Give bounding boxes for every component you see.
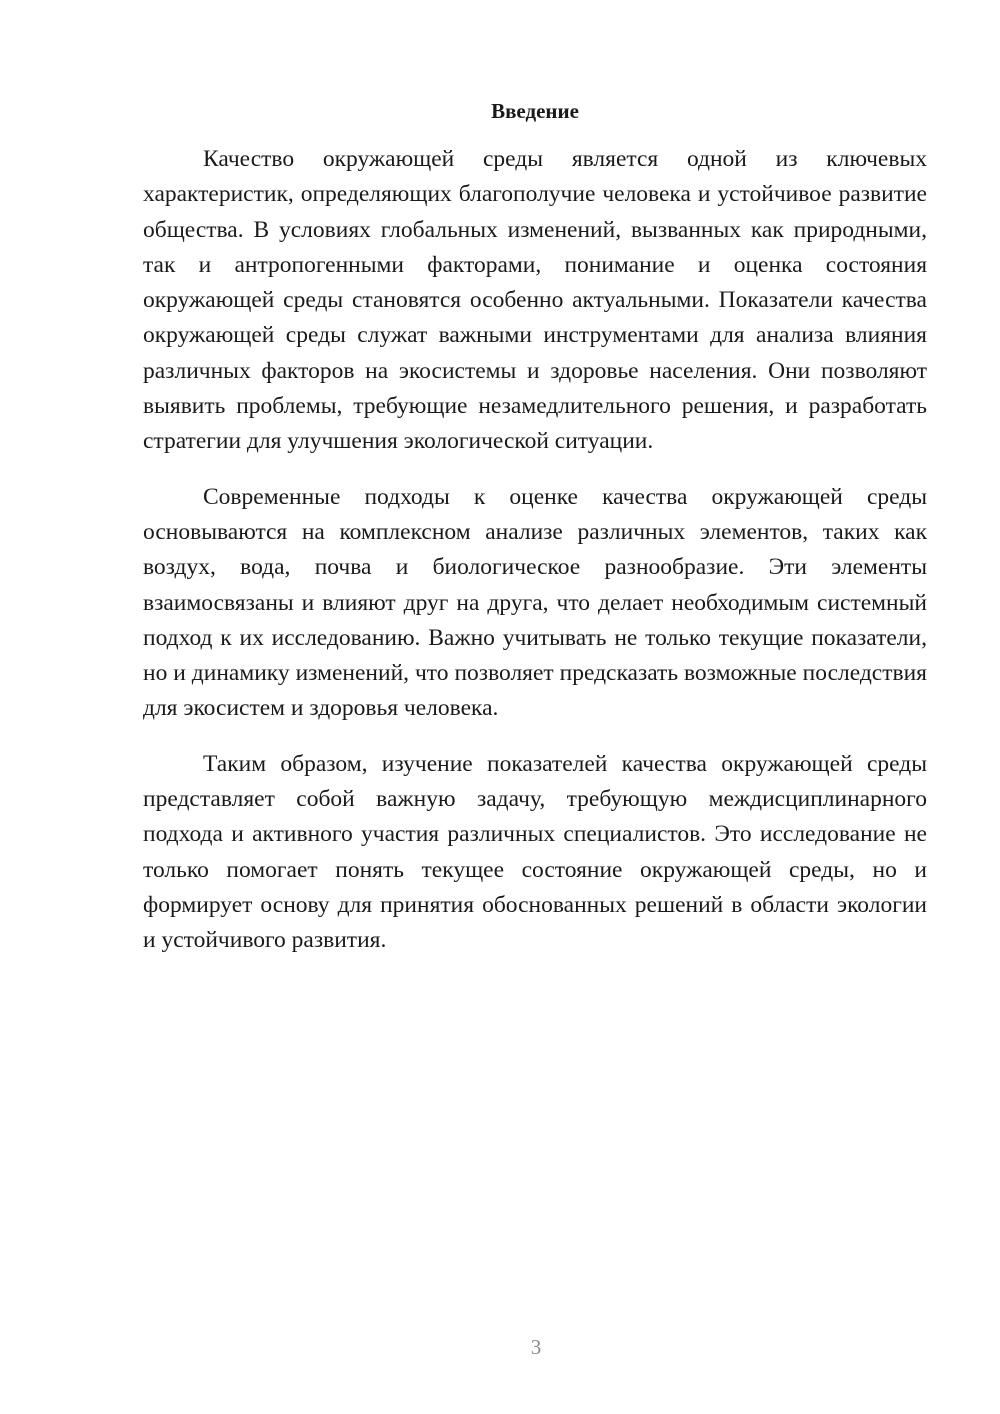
section-heading: Введение — [491, 99, 579, 123]
paragraph-1: Качество окружающей среды является одной из ключевых характеристик, определяющих благополучие человека и устойчивое развитие общества. В условиях глобальных изменений, вызванных как природными, так и антропогенными факторами, понимание и оценка состояния окружающей среды становятся особенно актуальными. Показатели качества окружающей среды служат важными инструментами для анализа влияния различных факторов на экосистемы и здоровье населения. Они позволяют выявить проблемы, требующие незамедлительного решения, и разработать стратегии для улучшения экологической ситуации. — [143, 146, 927, 455]
body-text — [143, 142, 927, 979]
paragraph-3: Таким образом, изучение показателей качества окружающей среды представляет собой важную задачу, требующую междисциплинарного подхода и активного участия различных специалистов. Это исследование не только помогает понять текущее состояние окружающей среды, но и формирует основу для принятия обоснованных решений в области экологии и устойчивого развития. — [143, 750, 927, 954]
paragraph-2: Современные подходы к оценке качества окружающей среды основываются на комплексном анализе различных элементов, таких как воздух, вода, почва и биологическое разнообразие. Эти элементы взаимосвязаны и влияют друг на друга, что делает необходимым системный подход к их исследованию. Важно учитывать не только текущие показатели, но и динамику изменений, что позволяет предсказать возможные последствия для экосистем и здоровья человека. — [143, 483, 927, 722]
page-number: 3 — [530, 1335, 542, 1359]
